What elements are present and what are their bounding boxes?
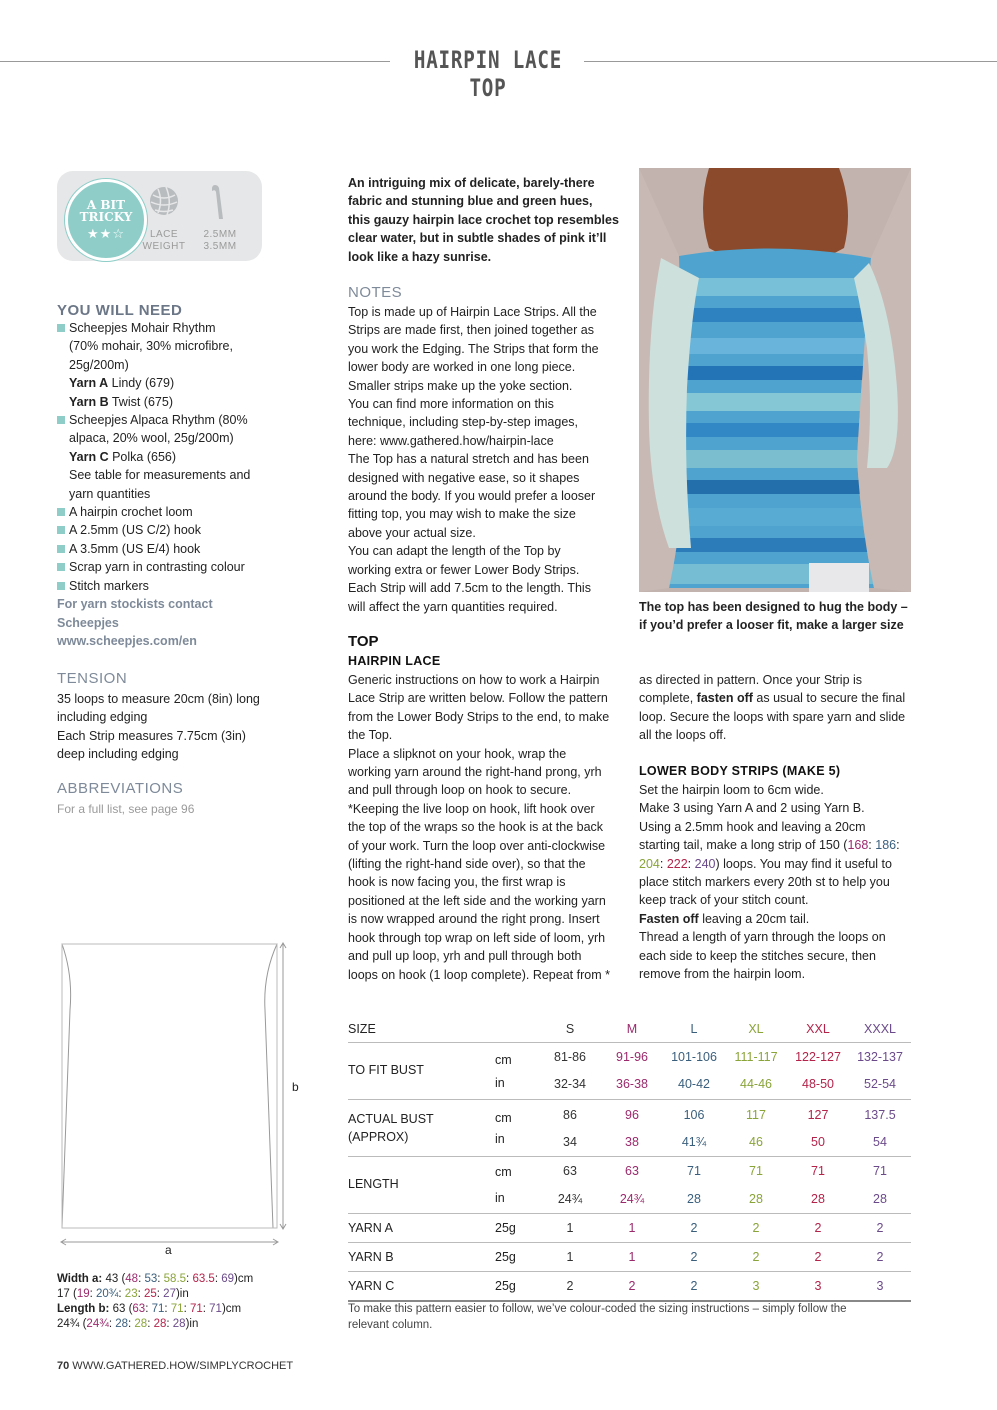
hairpin-lace-heading: HAIRPIN LACE: [348, 654, 441, 668]
page-number: 70: [57, 1360, 70, 1372]
list-item: A 2.5mm (US C/2) hook: [57, 521, 287, 539]
list-item: A 3.5mm (US E/4) hook: [57, 540, 287, 558]
size-xl: XL: [748, 1022, 764, 1036]
list-item: Scrap yarn in contrasting colour: [57, 558, 287, 576]
abbreviations-text: For a full list, see page 96: [57, 802, 195, 816]
notes-heading: NOTES: [348, 284, 403, 301]
list-item: Stitch markers: [57, 577, 287, 595]
model-photo: [639, 168, 911, 592]
page-title: HAIRPIN LACE TOP: [413, 46, 563, 102]
list-item: Scheepjes Alpaca Rhythm (80%: [57, 411, 287, 429]
garment-diagram: [55, 940, 305, 1250]
crochet-hook-icon: [209, 183, 227, 221]
difficulty-badge: [57, 171, 262, 261]
size-xxxl: XXXL: [864, 1022, 896, 1036]
tension-heading: TENSION: [57, 670, 128, 687]
table-row: YARN B 25g 1 1 2 2 2 2: [348, 1243, 911, 1272]
hairpin-instructions-cont: as directed in pattern. Once your Strip is complete, fasten off as usual to secure the final loop. Secure the loops with spare yarn and slide all the loops off.: [639, 673, 906, 743]
hook-size-label-2: 3.5MM: [203, 241, 237, 252]
yarn-ball-icon: [149, 186, 179, 216]
intro-paragraph: An intriguing mix of delicate, barely-there fabric and stunning blue and green hues, this gauzy hairpin lace crochet top resembles clear water, but in subtle shades of pink it’ll look like a hazy sunrise.: [348, 176, 619, 264]
size-l: L: [690, 1022, 698, 1036]
top-heading: TOP: [348, 633, 379, 650]
hairpin-instructions: Generic instructions on how to work a Hairpin Lace Strip are written below. Follow the pattern from the Lower Body Strips to the end, to make the Top. Place a slipknot on your hook, wrap the working yarn around the right-hand prong, yrh and pull through loop on hook to secure. *Keeping the live loop on hook, lift hook over the top of the wraps so the hook is at the back of your work. Turn the loop over anti-clockwise (lifting the right-hand side over), so that the hook is now facing you, the first wrap is positioned at the left side and the working yarn is now wrapped around the right prong. Insert hook through top wrap on left side of loom, yrh and pull up loop, yrh and pull through both loops on hook (1 loop complete). Repeat from *: [348, 673, 610, 982]
difficulty-line1: A BIT: [86, 198, 126, 212]
difficulty-circle: [65, 179, 147, 261]
table-row: YARN C 25g 2 2 2 3 3 3: [348, 1272, 911, 1302]
stockist-name: Scheepjes: [57, 615, 119, 630]
diagram-label-b: b: [292, 1080, 299, 1094]
size-xxl: XXL: [806, 1022, 830, 1036]
size-table: [348, 1014, 911, 1302]
table-note: To make this pattern easier to follow, we’ve colour-coded the sizing instructions – simply follow the relevant column.: [348, 1303, 847, 1331]
stockist-contact: For yarn stockists contact: [57, 597, 213, 612]
yarn-b: Yarn B Twist (675): [69, 394, 173, 409]
table-row: YARN A 25g 1 1 2 2 2 2: [348, 1214, 911, 1243]
hook-size-label-1: 2.5MM: [203, 229, 237, 240]
list-item-cont: 25g/200m): [69, 357, 129, 372]
list-item-cont: alpaca, 20% wool, 25g/200m): [69, 431, 234, 446]
stockist-link[interactable]: www.scheepjes.com/en: [57, 633, 197, 648]
list-item: Scheepjes Mohair Rhythm: [57, 319, 287, 337]
abbreviations-heading: ABBREVIATIONS: [57, 780, 184, 797]
yarn-c: Yarn C Polka (656): [69, 449, 177, 464]
table-row: LENGTH cm in 63 63 71 71 71 71 24¾ 24¾ 28 28 28 28: [348, 1157, 911, 1214]
you-will-need-heading: YOU WILL NEED: [57, 302, 183, 319]
footer-url[interactable]: WWW.GATHERED.HOW/SIMPLYCROCHET: [69, 1360, 294, 1372]
size-s: S: [565, 1022, 575, 1036]
table-row: TO FIT BUST cm in 81-86 91-96 101-106 111-117 122-127 132-137 32-34 36-38 40-42 44-46 48-50 52-54: [348, 1043, 911, 1100]
list-item-cont: See table for measurements and: [69, 468, 251, 483]
notes-text: Top is made up of Hairpin Lace Strips. All the Strips are made first, then joined together as you work the Edging. The Strips that form the lower body are worked in one long piece. Smaller strips make up the yoke section. You can find more information on this technique, including step-by-step images, here: www.gathered.how/hairpin-lace The Top has a natural stretch and has been designed with negative ease, so it shapes around the body. If you would prefer a looser fitting top, you may wish to make the size above your actual size. You can adapt the length of the Top by working extra or fewer Lower Body Strips. Each Strip will add 7.5cm to the length. This will affect the yarn quantities required.: [348, 305, 599, 614]
diagram-measurements: Width a: 43 (48: 53: 58.5: 63.5: 69)cm 17 (19: 20¾: 23: 25: 27)in Length b: 63 (63: 71: 71: 71: 71)cm 24¾ (24¾: 28: 28: 28: 28)in: [57, 1273, 254, 1330]
yarn-a: Yarn A Lindy (679): [69, 376, 175, 391]
header-rule-right: [584, 61, 997, 62]
photo-caption: The top has been designed to hug the body – if you’d prefer a looser fit, make a larger size: [639, 600, 908, 633]
table-row: ACTUAL BUST (APPROX) cm in 86 96 106 117 127 137.5 34 38 41¾ 46 50 54: [348, 1100, 911, 1157]
tension-text: 35 loops to measure 20cm (8in) long including edging Each Strip measures 7.75cm (3in) deep including edging: [57, 692, 260, 762]
materials-list: [57, 319, 287, 650]
difficulty-stars: ★★☆: [87, 226, 125, 241]
yarn-weight-label-2: WEIGHT: [142, 241, 186, 252]
list-item-cont: (70% mohair, 30% microfibre,: [69, 339, 233, 354]
page-footer: [57, 1360, 293, 1372]
list-item: A hairpin crochet loom: [57, 503, 287, 521]
table-header-row: SIZE S M L XL XXL XXXL: [348, 1014, 911, 1043]
difficulty-line2: TRICKY: [79, 210, 133, 224]
lower-body-instructions: Set the hairpin loom to 6cm wide. Make 3 using Yarn A and 2 using Yarn B. Using a 2.5mm hook and leaving a 20cm starting tail, make a long strip of 150 (168: 186: 204: 222: 240) loops. You may find it useful to place stitch markers every 20th st to help you keep track of your stitch count. Fasten off leaving a 20cm tail. Thread a length of yarn through the loops on each side to keep the stitches secure, then remove from the hairpin loom.: [639, 783, 900, 982]
yarn-weight-label-1: LACE: [149, 229, 179, 240]
list-item-cont: yarn quantities: [69, 486, 151, 501]
diagram-label-a: a: [165, 1243, 172, 1257]
size-m: M: [626, 1022, 638, 1036]
header-rule-left: [0, 61, 390, 62]
lower-body-heading: LOWER BODY STRIPS (MAKE 5): [639, 764, 841, 778]
